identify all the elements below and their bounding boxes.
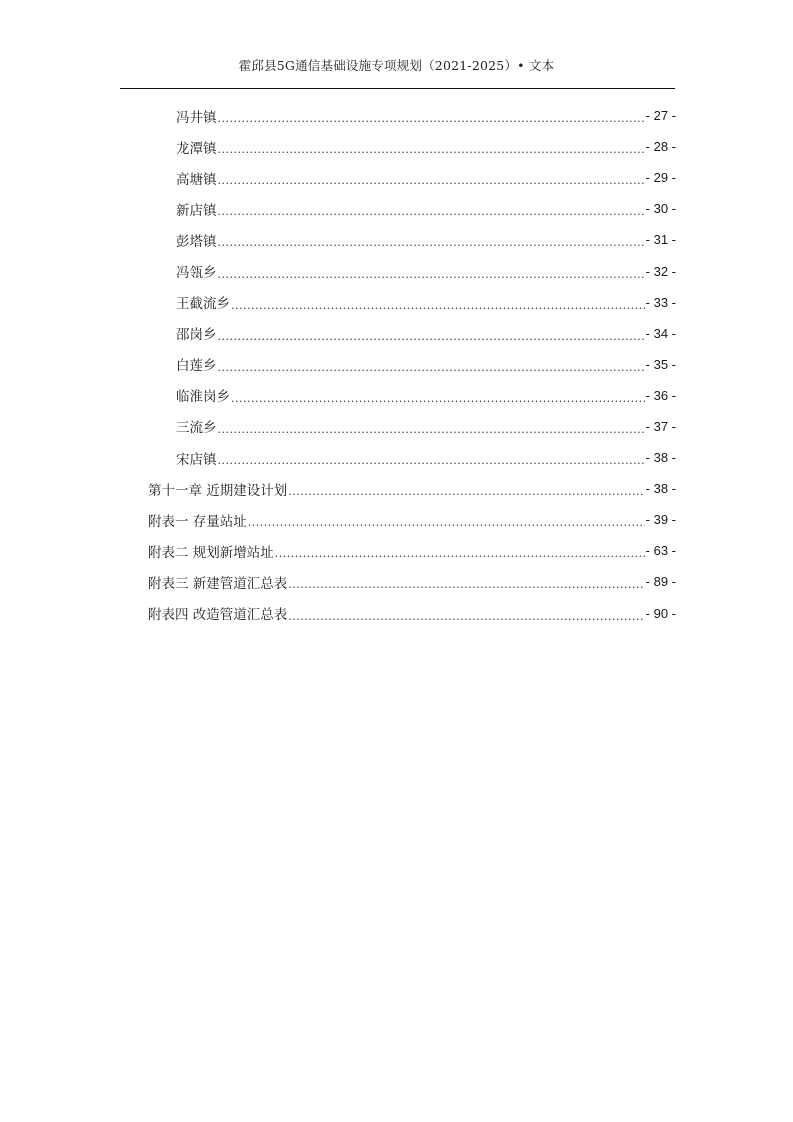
toc-dot-leader [248, 516, 645, 529]
toc-entry-label: 龙潭镇 [176, 140, 217, 157]
toc-page-number: - 38 - [645, 481, 676, 497]
toc-dot-leader [288, 610, 644, 623]
toc-entry-appendix-4[interactable] [148, 598, 676, 629]
toc-page-number: - 29 - [645, 170, 676, 186]
toc-entry-label: 冯井镇 [176, 109, 217, 126]
toc-entry-label: 附表二 规划新增站址 [148, 544, 274, 561]
toc-entry-songdian[interactable] [148, 442, 676, 473]
toc-dot-leader [218, 454, 645, 467]
toc-dot-leader [218, 330, 645, 343]
toc-dot-leader [218, 205, 645, 218]
toc-entry-label: 彭塔镇 [176, 233, 217, 250]
toc-entry-label: 临淮岗乡 [176, 389, 230, 406]
toc-entry-label: 新店镇 [176, 202, 217, 219]
toc-page-number: - 32 - [645, 263, 676, 279]
toc-dot-leader [218, 236, 645, 249]
toc-entry-fengling[interactable] [148, 255, 676, 286]
toc-entry-label: 宋店镇 [176, 451, 217, 468]
toc-entry-label: 邵岗乡 [176, 327, 217, 344]
header-divider [120, 88, 675, 89]
toc-entry-shaogang[interactable] [148, 318, 676, 349]
toc-entry-appendix-3[interactable] [148, 566, 676, 597]
toc-page-number: - 35 - [645, 356, 676, 372]
toc-dot-leader [218, 174, 645, 187]
toc-page-number: - 34 - [645, 325, 676, 341]
toc-entry-label: 王截流乡 [176, 296, 230, 313]
toc-dot-leader [218, 112, 645, 125]
toc-page-number: - 90 - [645, 605, 676, 621]
toc-page-number: - 63 - [645, 543, 676, 559]
toc-dot-leader [218, 361, 645, 374]
toc-page-number: - 30 - [645, 201, 676, 217]
toc-dot-leader [218, 268, 645, 281]
toc-entry-label: 第十一章 近期建设计划 [148, 482, 288, 499]
toc-page-number: - 33 - [645, 294, 676, 310]
toc-entry-label: 附表一 存量站址 [148, 513, 247, 530]
toc-page-number: - 38 - [645, 450, 676, 466]
toc-entry-linhuaigang[interactable] [148, 380, 676, 411]
toc-entry-appendix-2[interactable] [148, 535, 676, 566]
toc-page-number: - 37 - [645, 418, 676, 434]
toc-entry-pengta[interactable] [148, 224, 676, 255]
toc-entry-label: 高塘镇 [176, 171, 217, 188]
toc-entry-wangjieliu[interactable] [148, 287, 676, 318]
toc-entry-xindian[interactable] [148, 193, 676, 224]
toc-dot-leader [231, 299, 645, 312]
toc-page-number: - 28 - [645, 139, 676, 155]
running-header: 霍邱县5G通信基础设施专项规划（2021-2025）• 文本 [238, 58, 555, 73]
toc-page-number: - 36 - [645, 387, 676, 403]
toc-dot-leader [218, 143, 645, 156]
toc-entry-label: 白莲乡 [176, 358, 217, 375]
toc-entry-appendix-1[interactable] [148, 504, 676, 535]
toc-dot-leader [275, 547, 645, 560]
toc-entry-bailian[interactable] [148, 349, 676, 380]
toc-page-number: - 89 - [645, 574, 676, 590]
toc-dot-leader [288, 485, 644, 498]
toc-entry-fengjing[interactable] [148, 100, 676, 131]
toc-entry-chapter-11[interactable] [148, 473, 676, 504]
toc-dot-leader [218, 423, 645, 436]
toc-page-number: - 27 - [645, 108, 676, 124]
toc-entry-sanliu[interactable] [148, 411, 676, 442]
toc-dot-leader [231, 392, 645, 405]
toc-dot-leader [288, 578, 644, 591]
toc-page-number: - 31 - [645, 232, 676, 248]
toc-page-number: - 39 - [645, 512, 676, 528]
toc-entry-longtan[interactable] [148, 131, 676, 162]
toc-entry-label: 附表三 新建管道汇总表 [148, 575, 288, 592]
toc-entry-label: 附表四 改造管道汇总表 [148, 607, 288, 624]
toc-entry-label: 冯瓴乡 [176, 265, 217, 282]
toc-entry-gaotang[interactable] [148, 162, 676, 193]
table-of-contents [148, 100, 676, 629]
toc-entry-label: 三流乡 [176, 420, 217, 437]
